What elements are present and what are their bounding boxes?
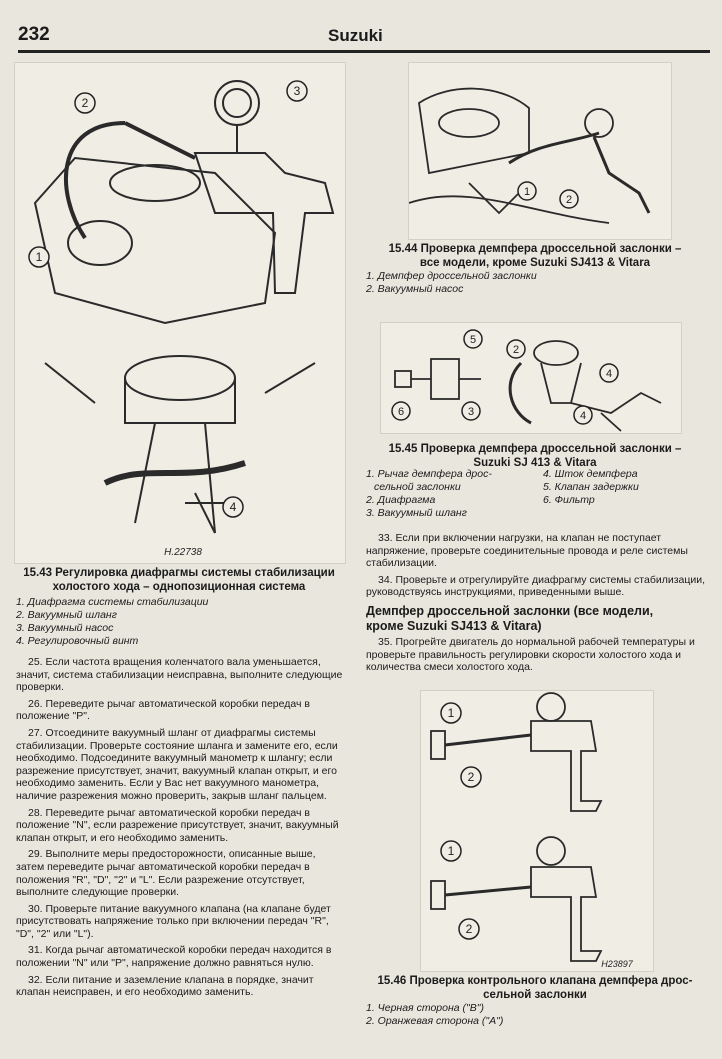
legend-item: 4. Шток демпфера xyxy=(543,468,638,480)
legend-item: 2. Оранжевая сторона ("A") xyxy=(366,1015,504,1027)
legend-item: 1. Демпфер дроссельной заслонки xyxy=(366,270,537,282)
figure-15-43-drawing xyxy=(15,63,345,563)
legend-item: 2. Диафрагма xyxy=(366,494,436,506)
section-heading-line1: Демпфер дроссельной заслонки (все модели, xyxy=(366,604,654,618)
legend-item: 3. Вакуумный шланг xyxy=(366,507,467,519)
paragraph-26: 26. Переведите рычаг автоматической коробки передач в положение "P". xyxy=(16,697,310,723)
figure-15-43-legend xyxy=(16,596,208,648)
section-heading xyxy=(366,604,706,634)
callout-label-6: 6 xyxy=(397,406,405,418)
callout-label-1-lower: 1 xyxy=(447,844,455,858)
figure-15-46-illustration xyxy=(420,690,654,972)
figure-15-44-drawing xyxy=(409,63,671,239)
paragraph-32: 32. Если питание и заземление клапана в порядке, значит клапан неисправен, и его необходимо заменить. xyxy=(16,973,314,999)
figure-15-46-title-line2: сельной заслонки xyxy=(483,989,587,1001)
figure-15-45-drawing xyxy=(381,323,681,433)
legend-item: 2. Вакуумный шланг xyxy=(16,609,117,621)
callout-label-4: 4 xyxy=(229,500,237,514)
figure-15-45-title-line1: 15.45 Проверка демпфера дроссельной заслонки – xyxy=(388,443,682,455)
figure-15-46-legend xyxy=(366,1002,503,1028)
callout-label-3: 3 xyxy=(293,84,301,98)
legend-item: 6. Фильтр xyxy=(543,494,595,506)
paragraph-27: 27. Отсоедините вакуумный шланг от диафрагмы системы стабилизации. Проверьте состояние шланга и замените его, если необходимо. Подсоедините вакуумный манометр к шлангу; если разрежение присутствует, значит, вакуумный клапан открыт, и его необходимо заменить. Если у Вас нет вакуумного манометра, наличие разрежения можно проверить, закрыв шланг пальцем. xyxy=(16,726,338,802)
legend-item: 5. Клапан задержки xyxy=(543,481,639,493)
legend-item: 1. Диафрагма системы стабилизации xyxy=(16,596,209,608)
left-column-text xyxy=(16,656,346,1003)
figure-15-46-drawing xyxy=(421,691,653,971)
figure-15-44-title xyxy=(360,242,710,270)
section-text xyxy=(366,636,706,674)
paragraph-34: 34. Проверьте и отрегулируйте диафрагму системы стабилизации, руководствуясь инструкциями, приведенными выше. xyxy=(366,573,706,599)
page-number: 232 xyxy=(18,24,50,45)
figure-15-43-title xyxy=(14,566,344,594)
legend-item: 1. Рычаг демпфера дрос- xyxy=(366,468,492,480)
callout-label-2-upper: 2 xyxy=(467,770,475,784)
figure-15-46-title xyxy=(360,974,710,1002)
figure-15-45-legend-right xyxy=(543,468,639,507)
legend-item: 3. Вакуумный насос xyxy=(16,622,114,634)
paragraph-35: 35. Прогрейте двигатель до нормальной рабочей температуры и проверьте правильность регулировки скорости холостого хода и количества смеси холостого хода. xyxy=(366,636,695,674)
figure-15-44-title-line1: 15.44 Проверка демпфера дроссельной заслонки – xyxy=(388,243,682,255)
paragraph-29: 29. Выполните меры предосторожности, описанные выше, затем переведите рычаг автоматической коробки передач в положения "R", "D", "2" и "L". Если разрежение отсутствует, выполните следующие проверки. xyxy=(16,848,316,899)
drawing-code: H23897 xyxy=(601,959,633,969)
callout-label-2: 2 xyxy=(81,96,89,110)
paragraph-28: 28. Переведите рычаг автоматической коробки передач в положение "N", если разрежение присутствует, значит, вакуумный клапан открыт, и его необходимо заменить. xyxy=(16,806,339,844)
figure-15-45-illustration xyxy=(380,322,682,434)
paragraph-30: 30. Проверьте питание вакуумного клапана (на клапане будет присутствовать напряжение только при включении передач "R", "D", "2" или "L"). xyxy=(16,902,331,940)
section-heading-line2: кроме Suzuki SJ413 & Vitara) xyxy=(366,619,542,633)
figure-15-46-title-line1: 15.46 Проверка контрольного клапана демпфера дрос- xyxy=(377,975,693,987)
callout-label-4b: 4 xyxy=(579,410,587,422)
legend-item: 4. Регулировочный винт xyxy=(16,635,139,647)
figure-15-44-title-line2: все модели, кроме Suzuki SJ413 & Vitara xyxy=(419,257,651,269)
legend-item: 2. Вакуумный насос xyxy=(366,283,464,295)
drawing-code: H.22738 xyxy=(164,547,202,558)
callout-label-4: 4 xyxy=(605,368,613,380)
figure-15-43-illustration xyxy=(14,62,346,564)
paragraph-25: 25. Если частота вращения коленчатого вала уменьшается, значит, система стабилизации неисправна, выполните следующие проверки. xyxy=(16,656,343,694)
brand-title: Suzuki xyxy=(328,26,383,45)
legend-item: 1. Черная сторона ("B") xyxy=(366,1002,484,1014)
page-header xyxy=(18,22,710,53)
callout-label-5: 5 xyxy=(469,334,477,346)
figure-15-43-title-line1: 15.43 Регулировка диафрагмы системы стабилизации xyxy=(23,567,335,579)
figure-15-44-illustration xyxy=(408,62,672,240)
legend-item: сельной заслонки xyxy=(374,481,461,493)
callout-label-1: 1 xyxy=(35,250,43,264)
figure-15-44-legend xyxy=(366,270,537,296)
paragraph-31: 31. Когда рычаг автоматической коробки передач находится в положении "N" или "P", напряжение должно равняться нулю. xyxy=(16,944,332,970)
right-column-text xyxy=(366,532,706,603)
callout-label-2: 2 xyxy=(565,194,573,206)
figure-15-45-title xyxy=(360,442,710,470)
callout-label-2-lower: 2 xyxy=(465,922,473,936)
figure-15-45-legend-left xyxy=(366,468,492,520)
callout-label-1: 1 xyxy=(523,186,531,198)
callout-label-2: 2 xyxy=(512,344,520,356)
figure-15-43-title-line2: холостого хода – однопозиционная система xyxy=(52,581,306,593)
paragraph-33: 33. Если при включении нагрузки, на клапан не поступает напряжение, проверьте соединительные провода и реле системы стабилизации. xyxy=(366,532,688,570)
callout-label-1-upper: 1 xyxy=(447,706,455,720)
figure-15-45-title-line2: Suzuki SJ 413 & Vitara xyxy=(473,457,597,469)
callout-label-3: 3 xyxy=(467,406,475,418)
